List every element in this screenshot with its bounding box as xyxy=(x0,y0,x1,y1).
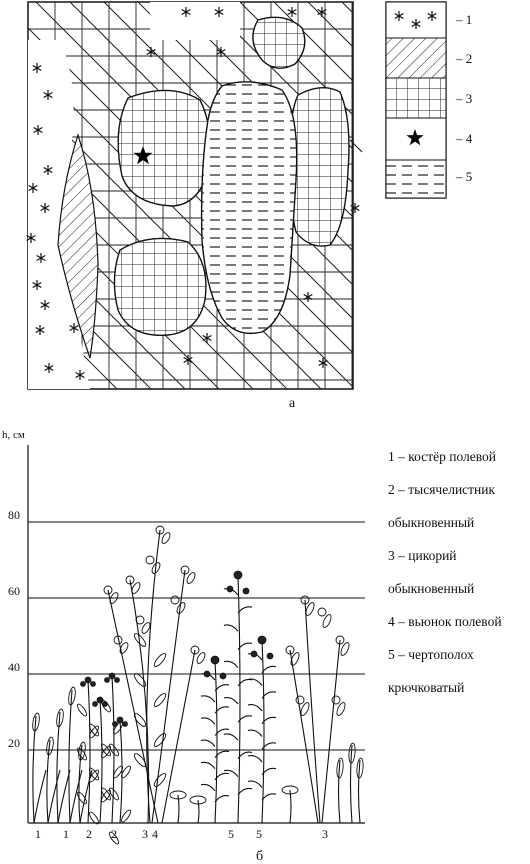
species-legend-line: 1 – костёр полевой xyxy=(388,449,496,464)
profile-axis-label: h, см xyxy=(2,429,25,441)
tick-label-40: 40 xyxy=(8,660,20,674)
plant-label-thistle-1: 5 xyxy=(228,827,234,841)
plant-label-thistle-2: 5 xyxy=(256,827,262,841)
panel-a-label: а xyxy=(289,396,296,411)
map-legend-label-3: – 3 xyxy=(456,91,473,106)
tick-label-20: 20 xyxy=(8,736,20,750)
map-legend-swatch-2 xyxy=(386,38,446,78)
map-legend-label-1: – 1 xyxy=(456,12,473,27)
map-legend-label-2: – 2 xyxy=(456,51,473,66)
map-legend xyxy=(386,2,473,198)
plant-drawings xyxy=(31,526,363,845)
species-legend-line: обыкновенный xyxy=(388,581,475,596)
zone-chicory-lower xyxy=(114,238,205,335)
panel-b-label: б xyxy=(256,849,264,864)
plant-label-chicory-2: 3 xyxy=(322,827,328,841)
map-legend-label-4: – 4 xyxy=(456,131,473,146)
map-legend-swatch-1 xyxy=(386,2,446,38)
map-legend-label-5: – 5 xyxy=(456,169,473,184)
zone-chicory-upper xyxy=(118,90,210,206)
map-legend-swatch-5 xyxy=(386,160,446,198)
species-legend-line: 2 – тысячелистник xyxy=(388,482,496,497)
plant-label-yarrow-1: 2 xyxy=(86,827,92,841)
tick-label-80: 80 xyxy=(8,508,20,522)
zone-thistle xyxy=(202,82,297,334)
species-legend-line: 3 – цикорий xyxy=(388,548,457,563)
species-legend-line: 4 – вьюнок полевой xyxy=(388,614,502,629)
map-legend-swatch-4 xyxy=(386,118,446,160)
species-legend xyxy=(388,440,528,704)
plant-label-bindweed: 4 xyxy=(152,827,158,841)
plant-label-brome-2: 1 xyxy=(63,827,69,841)
plant-label-chicory-1: 3 xyxy=(142,827,148,841)
plant-label-brome-1: 1 xyxy=(35,827,41,841)
species-legend-line: крючковатый xyxy=(388,680,465,695)
species-legend-line: 5 – чертополох xyxy=(388,647,474,662)
tick-label-60: 60 xyxy=(8,584,20,598)
plant-label-yarrow-2: 2 xyxy=(111,827,117,841)
zone-chicory-right xyxy=(290,88,349,246)
zone-top-white xyxy=(150,2,240,40)
vegetation-profile xyxy=(2,429,365,845)
map-legend-swatch-3 xyxy=(386,78,446,118)
vegetation-map xyxy=(0,2,530,392)
species-legend-line: обыкновенный xyxy=(388,515,475,530)
